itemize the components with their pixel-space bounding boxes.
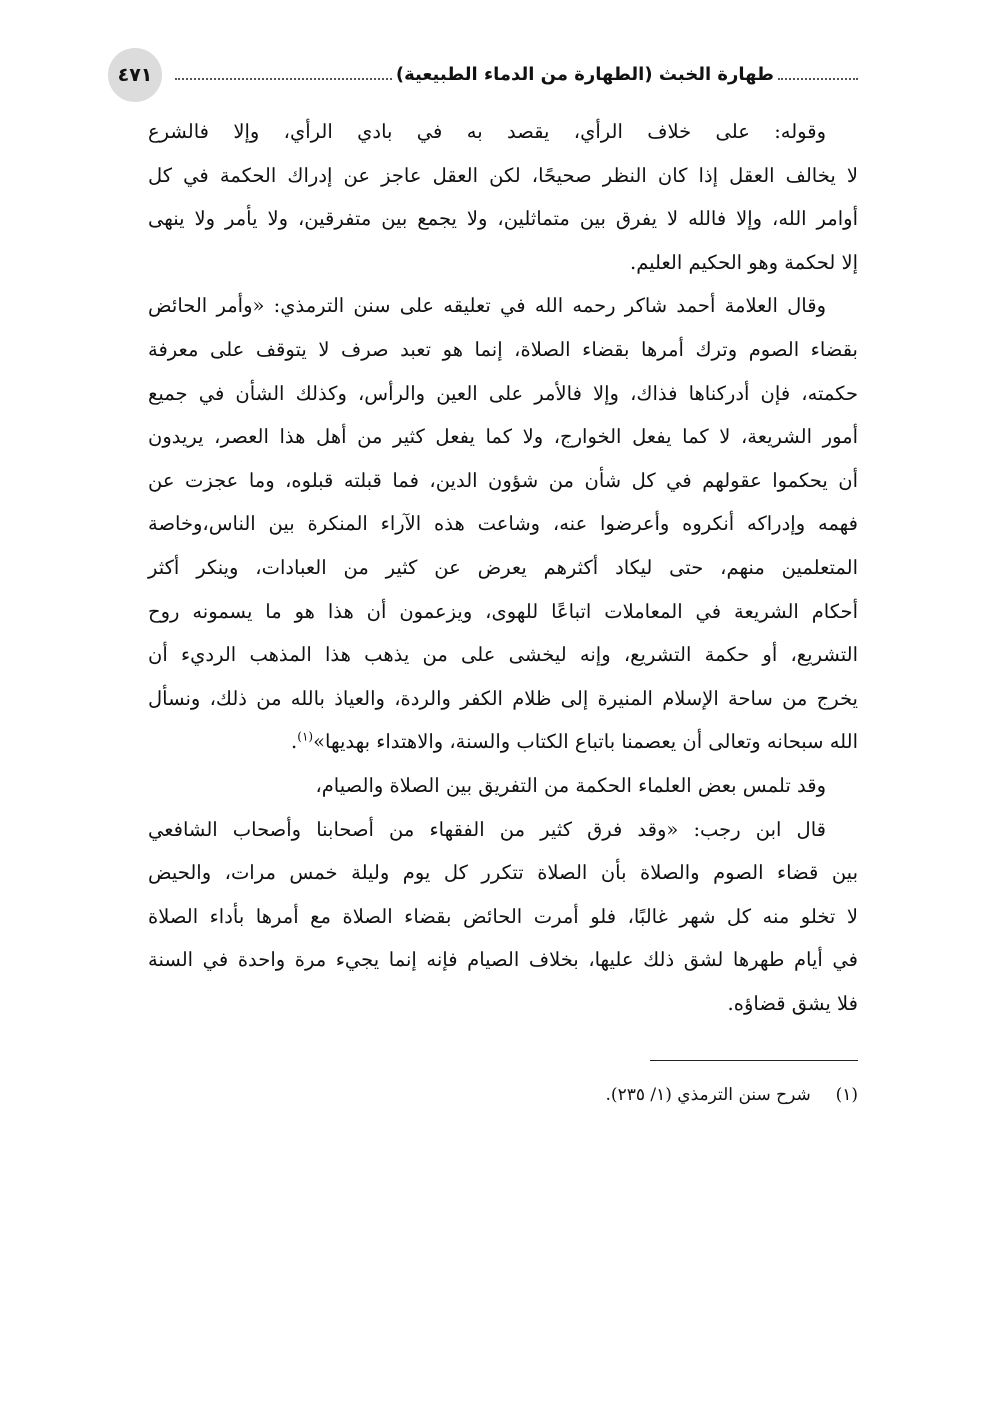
footnote-text: شرح سنن الترمذي (١/ ٢٣٥). — [605, 1085, 811, 1105]
page-number: ٤٧١ — [108, 48, 162, 102]
text-line: لا تخلو منه كل شهر غالبًا، فلو أمرت الحائض بقضاء الصلاة مع أمرها بأداء الصلاة — [148, 904, 858, 928]
text-line: بين قضاء الصوم والصلاة بأن الصلاة تتكرر كل يوم وليلة خمس مرات، والحيض — [148, 861, 858, 885]
text-line: التشريع، أو حكمة التشريع، وإنه ليخشى على من يذهب هذا المذهب الرديء أن — [148, 643, 858, 667]
text-line: وقوله: على خلاف الرأي، يقصد به في بادي الرأي، وإلا فالشرع — [148, 120, 826, 143]
text-line: بقضاء الصوم وترك أمرها بقضاء الصلاة، إنما هو تعبد صرف لا يتوقف على معرفة — [148, 337, 858, 361]
text-line: وقد تلمس بعض العلماء الحكمة من التفريق بين الصلاة والصيام، — [315, 773, 826, 797]
text-line: أمور الشريعة، لا كما يفعل الخوارج، ولا كما يفعل كثير من أهل هذا العصر، يريدون — [148, 425, 859, 449]
paragraph-2 — [148, 284, 858, 764]
text-line: حكمته، فإن أدركناها فذاك، وإلا فالأمر على العين والرأس، وكذلك الشأن في جميع — [148, 381, 858, 405]
period: . — [291, 730, 298, 754]
header-dots — [175, 78, 392, 80]
paragraph-1 — [148, 110, 858, 284]
text-line: أوامر الله، وإلا فالله لا يفرق بين متماثلين، ولا يجمع بين متفرقين، ولا يأمر ولا ينهى — [148, 207, 858, 231]
text-line: فهمه وإدراكه أنكروه وأعرضوا عنه، وشاعت هذه الآراء المنكرة بين الناس،وخاصة — [148, 512, 858, 536]
footnote-reference[interactable]: (١) — [297, 729, 314, 744]
paragraph-4 — [148, 808, 858, 1026]
text-line: قال ابن رجب: «وقد فرق كثير من الفقهاء من أصحابنا وأصحاب الشافعي — [148, 817, 826, 841]
page-body — [148, 110, 858, 1025]
footnote-divider — [650, 1060, 858, 1061]
text-line: المتعلمين منهم، حتى ليكاد أكثرهم يعرض عن كثير من العبادات، وينكر أكثر — [148, 555, 858, 579]
chapter-title: طهارة الخبث (الطهارة من الدماء الطبيعية) — [395, 63, 774, 85]
line-text: الله سبحانه وتعالى أن يعصمنا باتباع الكتاب والسنة، والاهتداء بهديها» — [313, 730, 858, 754]
text-line: لا يخالف العقل إذا كان النظر صحيحًا، لكن العقل عاجز عن إدراك الحكمة في كل — [148, 163, 858, 187]
text-line: فلا يشق قضاؤه. — [727, 991, 858, 1015]
text-line: في أيام طهرها لشق ذلك عليها، بخلاف الصيام فإنه إنما يجيء مرة واحدة في السنة — [148, 948, 858, 972]
text-line: يخرج من ساحة الإسلام المنيرة إلى ظلام الكفر والردة، والعياذ بالله من ذلك، ونسأل — [148, 686, 858, 710]
paragraph-3 — [148, 764, 858, 808]
text-line — [148, 720, 858, 764]
running-header — [175, 56, 858, 92]
header-dots — [778, 78, 858, 80]
text-line: أحكام الشريعة في المعاملات اتباعًا للهوى، ويزعمون أن هذا هو ما يسمونه روح — [148, 599, 858, 623]
footnote-marker: (١) — [835, 1085, 858, 1105]
text-line: إلا لحكمة وهو الحكيم العليم. — [630, 250, 858, 274]
footnote-1 — [148, 1080, 858, 1110]
text-line: وقال العلامة أحمد شاكر رحمه الله في تعليقه على سنن الترمذي: «وأمر الحائض — [148, 294, 826, 318]
text-line: أن يحكموا عقولهم في كل شأن من شؤون الدين، فما قبلته قبلوه، وما عجزت عن — [148, 468, 858, 492]
